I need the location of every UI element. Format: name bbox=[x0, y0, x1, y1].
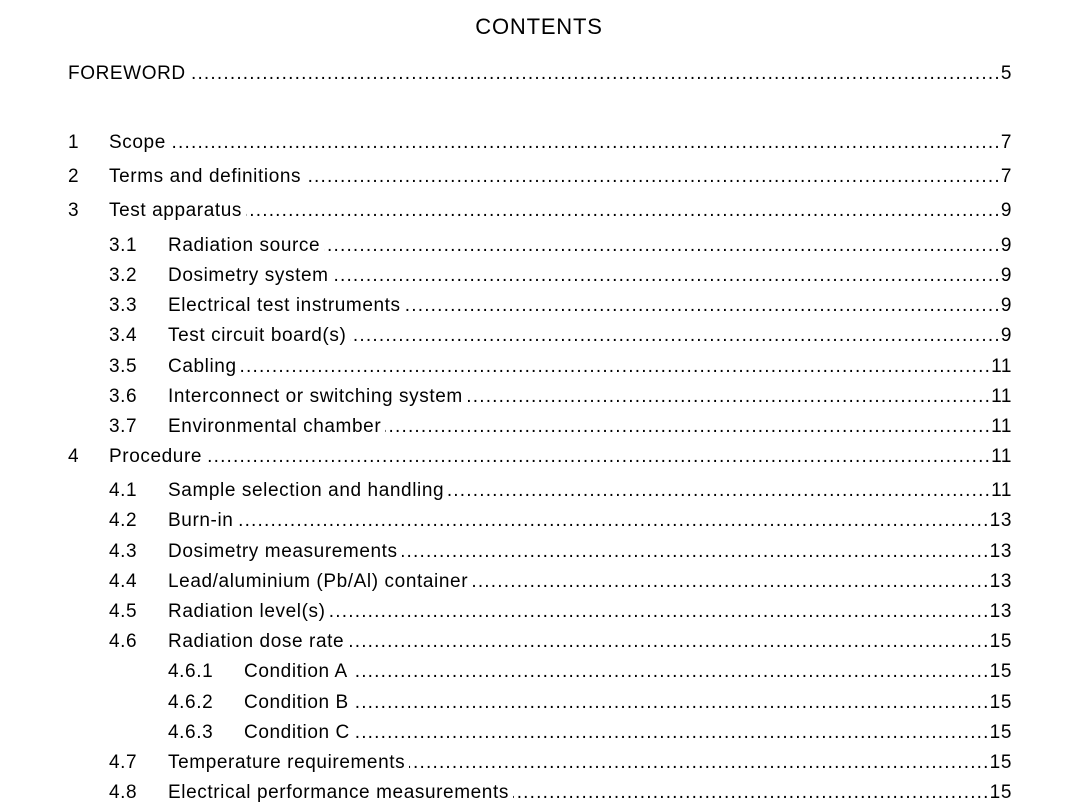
toc-entry-number: 3.5 bbox=[109, 356, 138, 377]
toc-dot-leader bbox=[405, 294, 1001, 318]
toc-dot-leader bbox=[348, 630, 989, 654]
toc-entry-4-2[interactable] bbox=[68, 509, 1012, 533]
toc-entry-3-7[interactable] bbox=[68, 415, 1012, 439]
toc-entry-number: 4.6.1 bbox=[168, 661, 214, 682]
toc-entry-label: Dosimetry measurements bbox=[168, 541, 398, 562]
toc-entry-page: 15 bbox=[989, 631, 1012, 652]
toc-entry-number: 4.3 bbox=[109, 541, 138, 562]
toc-entry-label: Condition B bbox=[244, 692, 349, 713]
toc-entry-label: Test apparatus bbox=[109, 200, 243, 221]
toc-entry-number: 4.6.2 bbox=[168, 692, 214, 713]
toc-entry-1[interactable] bbox=[68, 131, 1012, 155]
toc-entry-label: Electrical performance measurements bbox=[168, 782, 509, 803]
toc-entry-number: 3.3 bbox=[109, 295, 138, 316]
toc-entry-label: Sample selection and handling bbox=[168, 480, 445, 501]
toc-entry-page: 5 bbox=[1000, 63, 1012, 84]
toc-entry-label: Scope bbox=[109, 132, 166, 153]
toc-entry-page: 15 bbox=[989, 722, 1012, 743]
toc-entry-page: 11 bbox=[991, 416, 1012, 437]
toc-entry-4-6-3[interactable] bbox=[68, 721, 1012, 745]
toc-entry-number: 4.2 bbox=[109, 510, 138, 531]
toc-entry-label: Burn-in bbox=[168, 510, 234, 531]
page-title: CONTENTS bbox=[475, 14, 603, 39]
toc-entry-page: 13 bbox=[989, 510, 1012, 531]
toc-entry-label: Test circuit board(s) bbox=[168, 325, 347, 346]
toc-entry-number: 3.6 bbox=[109, 386, 138, 407]
toc-entry-page: 11 bbox=[991, 386, 1012, 407]
toc-entry-number: 4.8 bbox=[109, 782, 138, 803]
toc-entry-page: 15 bbox=[989, 692, 1012, 713]
toc-dot-leader bbox=[241, 355, 991, 379]
toc-entry-number: 4.6 bbox=[109, 631, 138, 652]
toc-entry-label: Radiation source bbox=[168, 235, 321, 256]
toc-entry-4-6-1[interactable] bbox=[68, 660, 1012, 684]
toc-entry-4-8[interactable] bbox=[68, 781, 1012, 805]
toc-dot-leader bbox=[472, 570, 990, 594]
toc-entry-label: Interconnect or switching system bbox=[168, 386, 463, 407]
toc-entry-number: 3 bbox=[68, 200, 80, 221]
toc-entry-page: 15 bbox=[989, 752, 1012, 773]
toc-entry-page: 11 bbox=[991, 480, 1012, 501]
toc-entry-4-7[interactable] bbox=[68, 751, 1012, 775]
toc-dot-leader bbox=[170, 131, 1001, 155]
toc-entry-number: 4.4 bbox=[109, 571, 138, 592]
toc-entry-foreword[interactable] bbox=[68, 62, 1012, 86]
toc-dot-leader bbox=[402, 540, 990, 564]
toc-entry-4-1[interactable] bbox=[68, 479, 1012, 503]
toc-entry-page: 9 bbox=[1000, 265, 1012, 286]
toc-entry-page: 9 bbox=[1000, 325, 1012, 346]
toc-entry-4-6[interactable] bbox=[68, 630, 1012, 654]
toc-entry-label: Condition C bbox=[244, 722, 350, 743]
toc-entry-page: 9 bbox=[1000, 235, 1012, 256]
toc-entry-number: 3.1 bbox=[109, 235, 138, 256]
toc-entry-4[interactable] bbox=[68, 445, 1012, 469]
toc-entry-page: 15 bbox=[989, 661, 1012, 682]
toc-dot-leader bbox=[409, 751, 989, 775]
toc-entry-label: Radiation dose rate bbox=[168, 631, 345, 652]
toc-entry-label: Terms and definitions bbox=[109, 166, 302, 187]
toc-entry-3-4[interactable] bbox=[68, 324, 1012, 348]
toc-entry-page: 11 bbox=[991, 356, 1012, 377]
toc-entry-label: Radiation level(s) bbox=[168, 601, 326, 622]
toc-entry-3-3[interactable] bbox=[68, 294, 1012, 318]
toc-entry-page: 7 bbox=[1000, 132, 1012, 153]
toc-entry-label: Condition A bbox=[244, 661, 348, 682]
toc-dot-leader bbox=[206, 445, 991, 469]
toc-entry-4-4[interactable] bbox=[68, 570, 1012, 594]
toc-entry-number: 3.4 bbox=[109, 325, 138, 346]
toc-entry-page: 9 bbox=[1000, 200, 1012, 221]
toc-dot-leader bbox=[513, 781, 990, 805]
toc-entry-page: 9 bbox=[1000, 295, 1012, 316]
toc-entry-label: Lead/aluminium (Pb/Al) container bbox=[168, 571, 469, 592]
toc-dot-leader bbox=[190, 62, 1001, 86]
toc-entry-number: 4.1 bbox=[109, 480, 138, 501]
toc-entry-label: Procedure bbox=[109, 446, 203, 467]
toc-entry-label: Cabling bbox=[168, 356, 237, 377]
toc-entry-page: 13 bbox=[989, 571, 1012, 592]
toc-entry-number: 4.5 bbox=[109, 601, 138, 622]
toc-entry-label: Electrical test instruments bbox=[168, 295, 401, 316]
toc-entry-number: 4 bbox=[68, 446, 80, 467]
toc-entry-3-1[interactable] bbox=[68, 234, 1012, 258]
toc-dot-leader bbox=[350, 324, 1000, 348]
toc-dot-leader bbox=[330, 600, 990, 624]
toc-entry-page: 13 bbox=[989, 601, 1012, 622]
toc-entry-label: FOREWORD bbox=[68, 63, 186, 84]
toc-entry-number: 3.7 bbox=[109, 416, 138, 437]
toc-dot-leader bbox=[237, 509, 989, 533]
toc-entry-label: Dosimetry system bbox=[168, 265, 329, 286]
toc-entry-page: 7 bbox=[1000, 166, 1012, 187]
toc-entry-number: 1 bbox=[68, 132, 80, 153]
toc-entry-number: 3.2 bbox=[109, 265, 138, 286]
toc-entry-label: Environmental chamber bbox=[168, 416, 382, 437]
toc-entry-2[interactable] bbox=[68, 165, 1012, 189]
toc-entry-page: 13 bbox=[989, 541, 1012, 562]
toc-dot-leader bbox=[352, 660, 990, 684]
toc-entry-4-6-2[interactable] bbox=[68, 691, 1012, 715]
toc-entry-number: 4.7 bbox=[109, 752, 138, 773]
toc-dot-leader bbox=[246, 199, 1001, 223]
toc-entry-number: 4.6.3 bbox=[168, 722, 214, 743]
toc-dot-leader bbox=[333, 264, 1001, 288]
toc-entry-4-3[interactable] bbox=[68, 540, 1012, 564]
toc-dot-leader bbox=[354, 721, 990, 745]
toc-entry-number: 2 bbox=[68, 166, 80, 187]
toc-entry-page: 11 bbox=[991, 446, 1012, 467]
toc-dot-leader bbox=[448, 479, 991, 503]
toc-dot-leader bbox=[324, 234, 1001, 258]
toc-entry-3-2[interactable] bbox=[68, 264, 1012, 288]
toc-entry-3-6[interactable] bbox=[68, 385, 1012, 409]
toc-dot-leader bbox=[305, 165, 1001, 189]
toc-entry-label: Temperature requirements bbox=[168, 752, 406, 773]
toc-entry-3[interactable] bbox=[68, 199, 1012, 223]
toc-dot-leader bbox=[353, 691, 990, 715]
toc-dot-leader bbox=[385, 415, 991, 439]
toc-entry-4-5[interactable] bbox=[68, 600, 1012, 624]
toc-dot-leader bbox=[467, 385, 991, 409]
toc-entry-3-5[interactable] bbox=[68, 355, 1012, 379]
toc-entry-page: 15 bbox=[989, 782, 1012, 803]
